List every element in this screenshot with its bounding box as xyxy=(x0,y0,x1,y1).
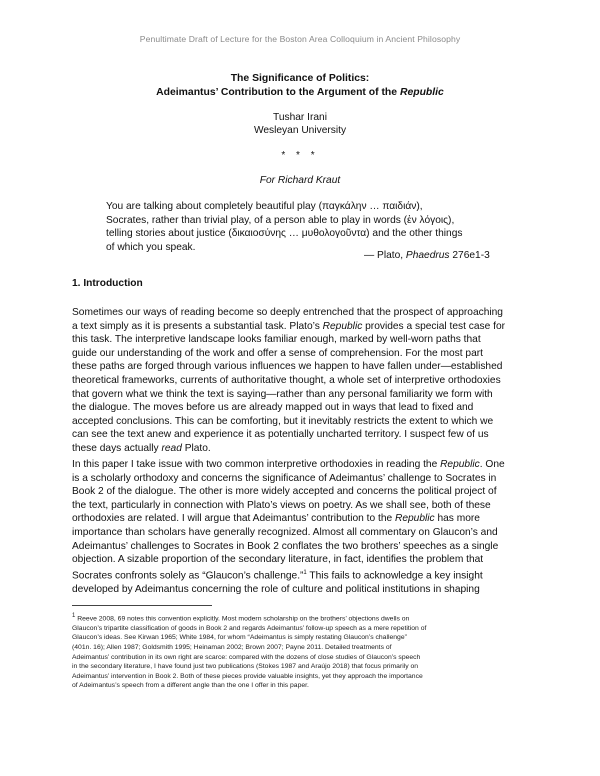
section-heading: 1. Introduction xyxy=(72,278,143,289)
footnote-number: 1 xyxy=(72,613,76,619)
text-span: Socrates confronts solely as “Glaucon’s challenge.” xyxy=(72,570,304,582)
text-line xyxy=(72,320,532,334)
text-line xyxy=(72,567,532,583)
text-span: orthodoxies are related. I will argue that Adeimantus’ contribution to the xyxy=(72,513,395,525)
footnote xyxy=(72,612,532,691)
title-line-2-text: Adeimantus’ Contribution to the Argument of the xyxy=(156,87,400,98)
text-span: In this paper I take issue with two common interpretive orthodoxies in reading the xyxy=(72,459,441,470)
footnote-marker: 1 xyxy=(303,569,307,576)
text-line: importance than scholars have generally recognized. Almost all commentary on Glaucon’s and xyxy=(72,526,498,538)
paragraph-2 xyxy=(72,458,532,596)
text-line: that govern what we think the text is saying—rather than any personal familiarity we form with xyxy=(72,388,493,400)
title-republic: Republic xyxy=(399,87,444,98)
epigraph-line: of which you speak. xyxy=(106,241,196,253)
footnote-line xyxy=(72,612,532,624)
text-line: can see the text anew and experience it as potentially uncharted territory. I suspect few of us xyxy=(72,429,489,441)
text-line: this task. The interpretive landscape looks familiar enough, marked by well-worn paths that xyxy=(72,334,481,346)
text-span: . One xyxy=(479,459,505,470)
title-block xyxy=(0,72,600,100)
author-name: Tushar Irani xyxy=(273,112,327,123)
epigraph-attribution xyxy=(364,250,490,261)
text-line: objection. A sizable proportion of the secondary literature, in fact, identifies the problem that xyxy=(72,554,484,566)
text-span: provides a special test case for xyxy=(362,320,506,332)
footnote-line: Adeimantus’ contribution in its own right are scarce: compared with the dozens of close studies of Glaucon’s speech xyxy=(72,653,421,661)
author-block xyxy=(0,111,600,137)
italic-title: Republic xyxy=(440,459,480,470)
text-line: accepted conclusions. This can be comforting, but it inevitably restricts the extent to which we xyxy=(72,415,494,427)
attribution-prefix: — Plato, xyxy=(364,250,406,261)
running-header: Penultimate Draft of Lecture for the Boston Area Colloquium in Ancient Philosophy xyxy=(139,34,461,44)
footnote-line: Glaucon’s tripartite classification of goods in Book 2 and regards Adeimantus’ follow-up speech as a mere repetition of xyxy=(72,624,427,632)
text-line xyxy=(72,442,532,456)
text-line xyxy=(72,458,532,472)
italic-title: Republic xyxy=(322,320,363,332)
text-span: Plato. xyxy=(181,442,211,454)
epigraph-line: telling stories about justice (δικαιοσύνης … μυθολογοῦντα) and the other things xyxy=(106,228,463,240)
text-line: Adeimantus’ challenges to Socrates in Book 2 conflates the two brothers’ speeches as a single xyxy=(72,540,499,552)
text-line: Book 2 of the dialogue. The other is more widely accepted and concerns the political project of xyxy=(72,486,497,498)
text-line: developed by Adeimantus concerning the role of culture and political institutions in shaping xyxy=(72,583,480,595)
epigraph-line: You are talking about completely beautiful play (παγκάλην … παιδιάν), xyxy=(106,201,423,212)
paragraph-1 xyxy=(72,306,532,456)
text-span: This fails to acknowledge a key insight xyxy=(306,570,483,582)
text-line: is a scholarly orthodoxy and concerns the significance of Adeimantus’ challenge to Socrates in xyxy=(72,472,497,484)
footnote-divider xyxy=(72,605,212,606)
italic-title: Republic xyxy=(394,513,435,525)
footnote-line: Glaucon’s ideas. See Kirwan 1965; White 1984, for whom “Adeimantus is simply restating Glaucon’s challenge” xyxy=(72,634,407,642)
text-line: the dialogue. The moves before us are already mapped out in ways that lead to fixed and xyxy=(72,402,474,414)
footnote-line: (401n. 16); Allen 1987; Goldsmith 1995; Heinaman 2002; Brown 2007; Payne 2011. Detailed treatments of xyxy=(72,644,392,652)
text-line: guide our understanding of the work and offer a sense of comprehension. For the most part xyxy=(72,347,483,359)
title-line-2 xyxy=(0,86,600,100)
text-line: the text, particularly in connection with Plato’s views on poetry. As we shall see, both of these xyxy=(72,499,491,511)
author-affiliation: Wesleyan University xyxy=(253,125,347,136)
text-span: has more xyxy=(434,513,480,525)
text-line: Sometimes our ways of reading become so deeply entrenched that the prospect of approaching xyxy=(72,307,503,318)
section-divider-stars: * * * xyxy=(281,150,319,161)
footnote-text: Reeve 2008, 69 notes this convention explicitly. Most modern scholarship on the brothers’ objections dwells on xyxy=(75,615,410,623)
attribution-ref: 276e1-3 xyxy=(449,250,490,261)
text-line: these paths are forged through various influences we happen to have fallen under—established xyxy=(72,361,503,373)
text-span: a text simply as it is presents a substantial task. Plato’s xyxy=(72,320,323,332)
attribution-work: Phaedrus xyxy=(405,250,450,261)
footnote-line: of Adeimantus’s speech from a different angle than the one I offer in this paper. xyxy=(72,682,309,690)
italic-word: read xyxy=(161,442,182,454)
title-line-1: The Significance of Politics: xyxy=(230,73,370,84)
footnote-line: Adeimantus’ intervention in Book 2. Both of these pieces provide valuable insights, yet they approach the importance xyxy=(72,672,423,680)
epigraph xyxy=(106,200,526,254)
text-span: these days actually xyxy=(72,442,162,454)
dedication: For Richard Kraut xyxy=(259,175,341,186)
epigraph-line: Socrates, rather than trivial play, of a person able to play in words (ἐν λόγοις), xyxy=(106,214,455,226)
text-line: theoretical frameworks, currents of authoritative thought, a whole set of interpretive orthodoxies xyxy=(72,374,501,386)
text-line xyxy=(72,512,532,526)
footnote-line: in the secondary literature, I have found just two publications (Stokes 1987 and Araújo 2018) that focus primarily on xyxy=(72,663,419,671)
